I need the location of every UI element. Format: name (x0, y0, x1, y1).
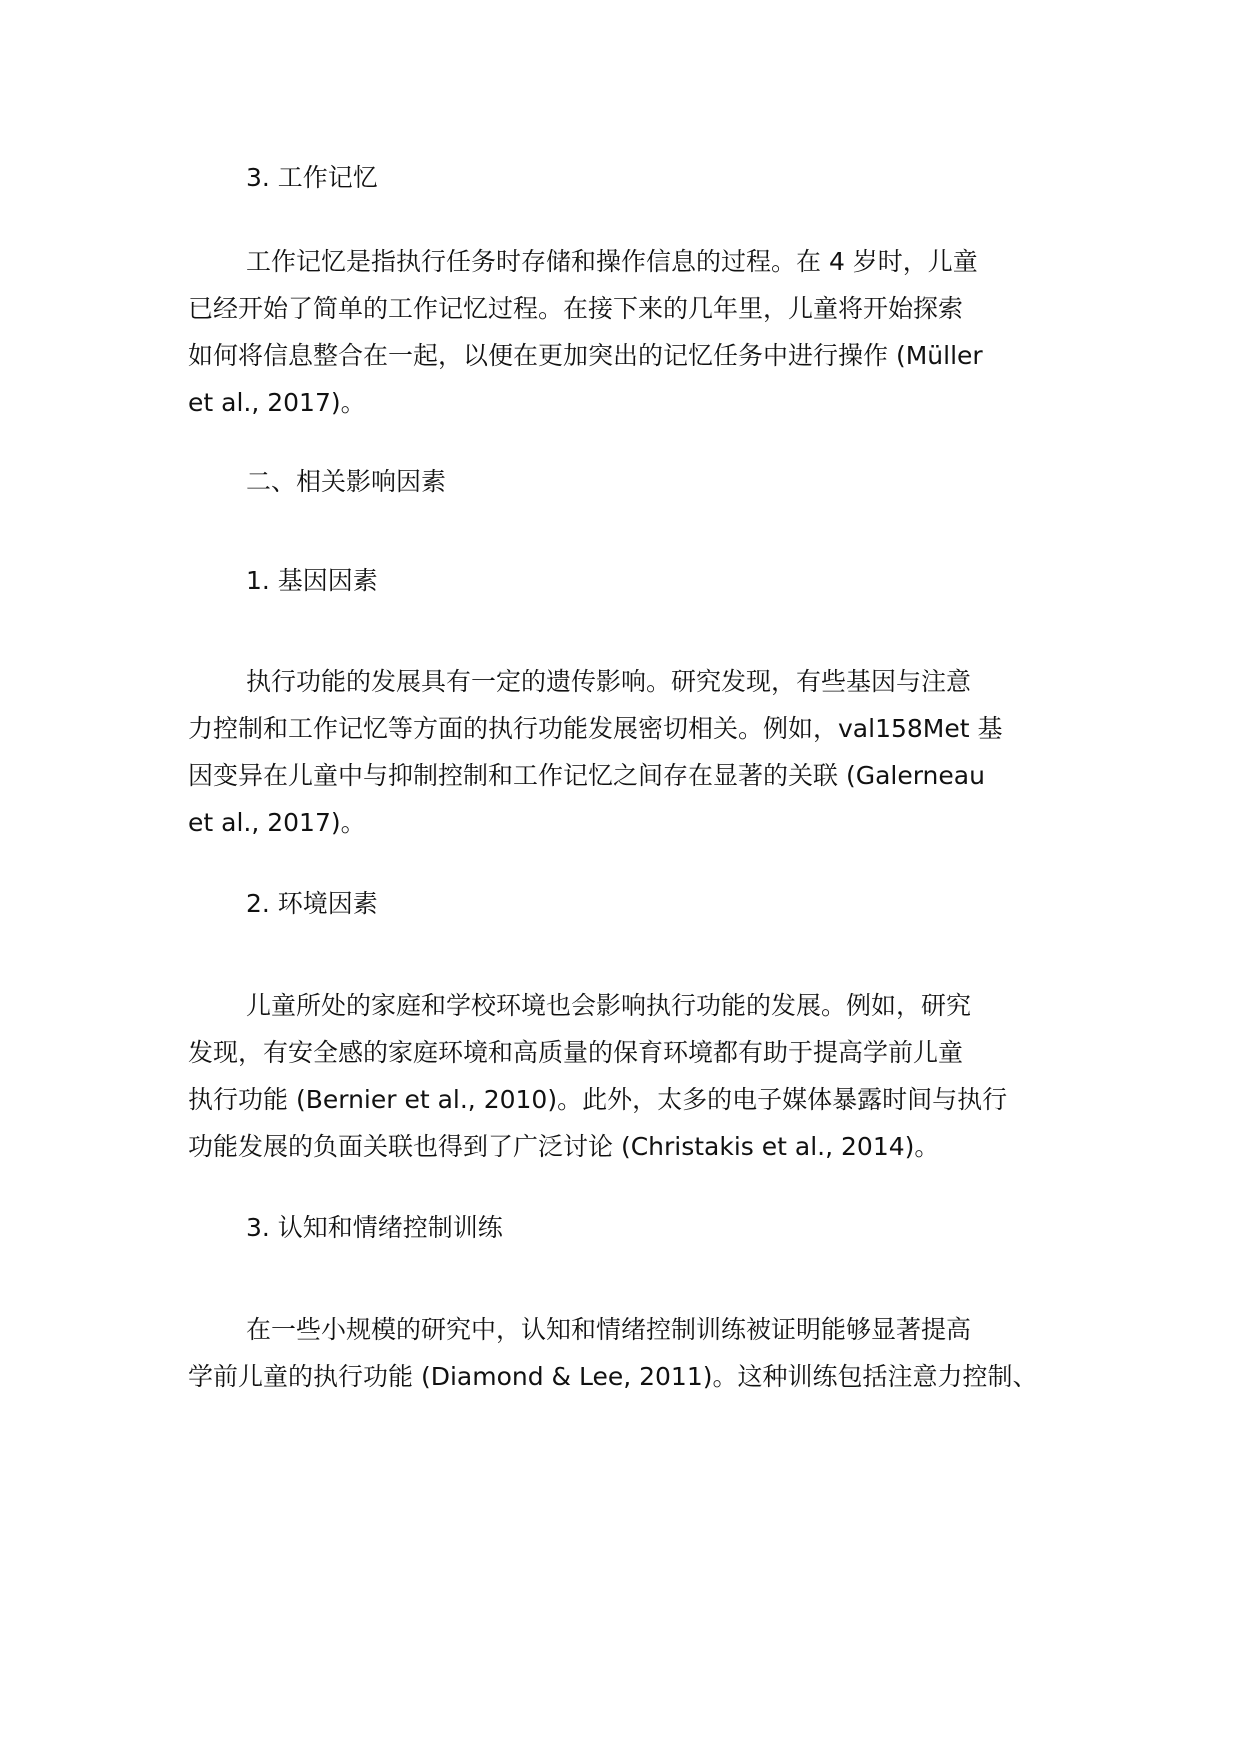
paragraph-line: 如何将信息整合在一起，以便在更加突出的记忆任务中进行操作 (Müller (188, 341, 983, 370)
heading-environmental-factors: 2. 环境因素 (246, 889, 378, 918)
paragraph-line: 功能发展的负面关联也得到了广泛讨论 (Christakis et al., 2014)。 (188, 1132, 940, 1161)
paragraph-line: 执行功能的发展具有一定的遗传影响。研究发现，有些基因与注意 (246, 667, 972, 696)
heading-related-factors: 二、相关影响因素 (246, 467, 447, 496)
paragraph-line: 已经开始了简单的工作记忆过程。在接下来的几年里，儿童将开始探索 (188, 294, 964, 323)
paragraph-line: 工作记忆是指执行任务时存储和操作信息的过程。在 4 岁时，儿童 (246, 247, 978, 276)
heading-genetic-factors: 1. 基因因素 (246, 566, 378, 595)
paragraph-line: 执行功能 (Bernier et al., 2010)。此外，太多的电子媒体暴露时间与执行 (188, 1085, 1008, 1114)
paragraph-line: 发现，有安全感的家庭环境和高质量的保育环境都有助于提高学前儿童 (188, 1038, 964, 1067)
paragraph-working-memory (188, 238, 1068, 426)
paragraph-cognitive-emotional-training (188, 1306, 1068, 1400)
paragraph-environmental-factors (188, 982, 1068, 1170)
paragraph-line: 学前儿童的执行功能 (Diamond & Lee, 2011)。这种训练包括注意力控制、 (188, 1362, 1038, 1391)
paragraph-genetic-factors (188, 658, 1068, 846)
paragraph-line: et al., 2017)。 (188, 388, 366, 417)
paragraph-line: 在一些小规模的研究中，认知和情绪控制训练被证明能够显著提高 (246, 1315, 972, 1344)
paragraph-line: 力控制和工作记忆等方面的执行功能发展密切相关。例如，val158Met 基 (188, 714, 1003, 743)
paragraph-line: 儿童所处的家庭和学校环境也会影响执行功能的发展。例如，研究 (246, 991, 972, 1020)
paragraph-line: 因变异在儿童中与抑制控制和工作记忆之间存在显著的关联 (Galerneau (188, 761, 985, 790)
heading-cognitive-emotional-training: 3. 认知和情绪控制训练 (246, 1213, 503, 1242)
heading-working-memory: 3. 工作记忆 (246, 163, 378, 192)
paragraph-line: et al., 2017)。 (188, 808, 366, 837)
